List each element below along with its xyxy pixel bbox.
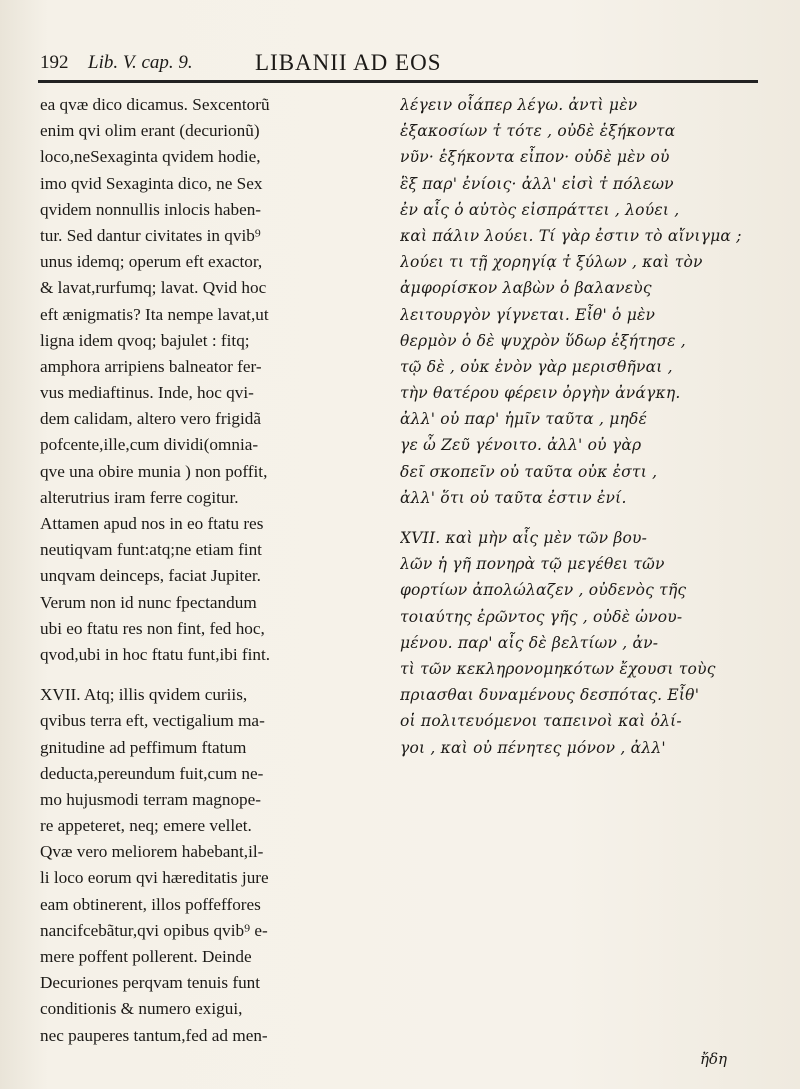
text-line: Qvæ vero meliorem habebant,il- <box>40 842 264 862</box>
text-line: ἑξακοσίων τ̓ τότε , οὐδὲ ἑξήκοντα <box>400 122 676 141</box>
text-line: ligna idem qvoq; bajulet : fitq; <box>40 330 250 350</box>
text-line: qve una obire munia ) non poffit, <box>40 461 268 481</box>
text-line: νῦν· ἑξήκοντα εἶπον· οὐδὲ μὲν οὐ <box>400 148 670 167</box>
text-line: loco,neSexaginta qvidem hodie, <box>40 147 261 167</box>
text-line: ἀλλ' οὐ παρ' ἡμῖν ταῦτα , μηδέ <box>400 410 648 429</box>
text-line: τῷ δὲ , οὐκ ἐνὸν γὰρ μερισθῆναι , <box>400 357 673 376</box>
text-line: qvod,ubi in hoc ftatu funt,ibi fint. <box>40 644 271 664</box>
text-line: unus idemq; operum eft exactor, <box>40 252 263 272</box>
text-line: Decuriones perqvam tenuis funt <box>40 973 261 993</box>
text-line: γοι , καὶ οὐ πένητες μόνον , ἀλλ' <box>400 738 666 757</box>
text-line: qvibus terra eft, vectigalium ma- <box>40 711 265 731</box>
text-line: deducta,pereundum fuit,cum ne- <box>40 763 264 783</box>
text-line: enim qvi olim erant (decurionũ) <box>40 121 260 141</box>
text-line: μένου. παρ' αἷς δὲ βελτίων , ἀν- <box>400 633 659 652</box>
text-line: οἱ πολιτευόμενοι ταπεινοὶ καὶ ὀλί- <box>400 712 682 731</box>
text-line: nec pauperes tantum,fed ad men- <box>40 1025 268 1045</box>
text-line: amphora arripiens balneator fer- <box>40 356 262 376</box>
text-line: alterutrius iram ferre cogitur. <box>40 487 239 507</box>
text-line: re appeteret, neq; emere vellet. <box>40 816 252 836</box>
text-line: vus mediaftinus. Inde, hoc qvi- <box>40 383 254 403</box>
running-title: LIBANII AD EOS <box>255 50 442 75</box>
text-line: & lavat,rurfumq; lavat. Qvid hoc <box>40 278 267 298</box>
text-line: λούει τι τῇ χορηγίᾳ τ̓ ξύλων , καὶ τὸν <box>400 253 703 272</box>
text-line: τὴν θατέρου φέρειν ὀργὴν ἀνάγκη. <box>400 384 681 403</box>
text-line: φορτίων ἀπολώλαζεν , οὐδενὸς τῆς <box>400 581 687 600</box>
text-line: li loco eorum qvi hæreditatis jure <box>40 868 269 888</box>
text-line: ἓξ παρ' ἐνίοις· ἀλλ' εἰσὶ τ̓ πόλεων <box>400 174 674 193</box>
page-header <box>40 40 740 78</box>
text-line: mo hujusmodi terram magnope- <box>40 789 262 809</box>
text-line: δεῖ σκοπεῖν οὐ ταῦτα οὐκ ἐστι , <box>400 462 658 481</box>
text-line: λέγειν οἷάπερ λέγω. ἀντὶ μὲν <box>400 96 638 114</box>
text-line: Verum non id nunc fpectandum <box>40 592 257 612</box>
header-rule <box>38 80 758 83</box>
latin-section-17 <box>40 682 372 1049</box>
page-number: 192 <box>40 52 69 73</box>
text-line: τὶ τῶν κεκληρονομηκότων ἔχουσι τοὺς <box>400 659 716 678</box>
text-line: eam obtinerent, illos poffeffores <box>40 894 261 914</box>
text-line: mere poffent pollerent. Deinde <box>40 947 252 966</box>
latin-section-16 <box>40 92 372 668</box>
text-line: πριασθαι δυναμένους δεσπότας. Εἶθ' <box>400 686 700 705</box>
latin-column <box>40 92 372 1049</box>
text-line: ἀμφορίσκον λαβὼν ὁ βαλανεὺς <box>400 279 652 298</box>
text-line: XVII. καὶ μὴν αἷς μὲν τῶν βου- <box>400 529 648 547</box>
section-gap <box>40 668 372 682</box>
text-line: unqvam deinceps, faciat Jupiter. <box>40 566 261 586</box>
text-line: γε ὦ Ζεῦ γένοιτο. ἀλλ' οὐ γὰρ <box>400 436 642 455</box>
greek-section-17 <box>400 525 745 761</box>
text-line: tur. Sed dantur civitates in qvib⁹ <box>40 225 261 245</box>
greek-section-16 <box>400 92 745 511</box>
text-line: ἐν αἷς ὁ αὐτὸς εἰσπράττει , λούει , <box>400 200 680 219</box>
text-line: καὶ πάλιν λούει. Τί γὰρ ἐστιν τὸ αἴνιγμα ; <box>400 226 742 245</box>
text-line: ea qvæ dico dicamus. Sexcentorũ <box>40 95 270 114</box>
text-line: λειτουργὸν γίγνεται. Εἶθ' ὁ μὲν <box>400 305 656 324</box>
text-line: dem calidam, altero vero frigidã <box>40 409 261 429</box>
catchword: ἤδη <box>700 1050 728 1068</box>
text-line: ubi eo ftatu res non fint, fed hoc, <box>40 618 265 638</box>
text-line: gnitudine ad peffimum ftatum <box>40 737 247 757</box>
text-line: imo qvid Sexaginta dico, ne Sex <box>40 173 263 193</box>
text-line: qvidem nonnullis inlocis haben- <box>40 199 262 219</box>
running-reference: Lib. V. cap. 9. <box>88 52 193 73</box>
text-line: XVII. Atq; illis qvidem curiis, <box>40 685 248 705</box>
text-line: pofcente,ille,cum dividi(omnia- <box>40 435 259 455</box>
section-gap <box>400 511 745 525</box>
text-line: Attamen apud nos in eo ftatu res <box>40 514 264 533</box>
text-line: λῶν ἡ γῆ πονηρὰ τῷ μεγέθει τῶν <box>400 555 665 574</box>
text-line: conditionis & numero exigui, <box>40 999 243 1019</box>
text-line: τοιαύτης ἐρῶντος γῆς , οὐδὲ ὠνου- <box>400 607 683 626</box>
text-line: θερμὸν ὁ δὲ ψυχρὸν ὕδωρ ἐξήτησε , <box>400 331 686 350</box>
text-line: ἀλλ' ὅτι οὐ ταῦτα ἐστιν ἐνί. <box>400 488 627 507</box>
text-line: nancifcebãtur,qvi opibus qvib⁹ e- <box>40 920 268 940</box>
text-line: eft ænigmatis? Ita nempe lavat,ut <box>40 304 269 324</box>
greek-column <box>400 92 745 761</box>
text-line: neutiqvam funt:atq;ne etiam fint <box>40 540 262 560</box>
